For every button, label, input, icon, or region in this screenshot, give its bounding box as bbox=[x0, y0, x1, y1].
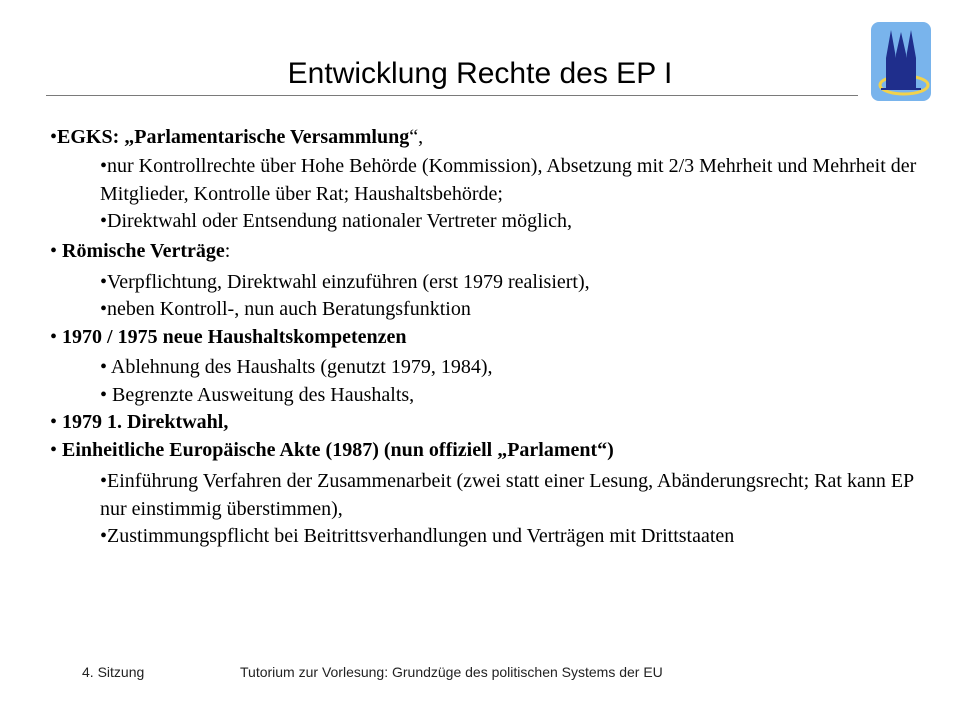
sub-bullet-roem-1: •Verpflichtung, Direktwahl einzuführen (erst 1979 realisiert), bbox=[100, 270, 590, 293]
sub-bullet-roem-2-text: neben Kontroll-, nun auch Beratungsfunktion bbox=[107, 298, 471, 320]
slide-body bbox=[50, 124, 930, 551]
bullet-direktwahl-head: 1979 1. Direktwahl, bbox=[62, 411, 229, 433]
bullet-direktwahl: • 1979 1. Direktwahl, bbox=[50, 411, 229, 433]
footer-course: Tutorium zur Vorlesung: Grundzüge des politischen Systems der EU bbox=[240, 664, 663, 680]
sub-bullet-egks-1: •nur Kontrollrechte über Hohe Behörde (Kommission), Absetzung mit 2/3 Mehrheit und Mehrheit der Mitglieder, Kontrolle über Rat; Haushaltsbehörde; bbox=[100, 154, 917, 205]
bullet-egks-head: EGKS: „Parlamentarische Versammlung bbox=[57, 126, 410, 148]
sub-bullet-eea-1-text: Einführung Verfahren der Zusammenarbeit (zwei statt einer Lesung, Abänderungsrecht; Rat kann EP nur einstimmig überstimmen), bbox=[100, 470, 914, 520]
sub-bullet-egks-2: •Direktwahl oder Entsendung nationaler Vertreter möglich, bbox=[100, 209, 573, 232]
sub-bullet-eea-2: •Zustimmungspflicht bei Beitrittsverhandlungen und Verträgen mit Drittstaaten bbox=[100, 525, 735, 547]
sub-bullet-roem-2: •neben Kontroll-, nun auch Beratungsfunktion bbox=[100, 298, 471, 320]
footer-session: 4. Sitzung bbox=[82, 664, 145, 680]
sub-bullet-haushalt-2: • Begrenzte Ausweitung des Haushalts, bbox=[100, 383, 415, 406]
bullet-eea: • Einheitliche Europäische Akte (1987) (nun offiziell „Parlament“) bbox=[50, 438, 614, 461]
bullet-roem-tail: : bbox=[224, 240, 231, 262]
sub-bullet-egks-1-text: nur Kontrollrechte über Hohe Behörde (Kommission), Absetzung mit 2/3 Mehrheit und Mehrheit der Mitglieder, Kontrolle über Rat; Haushaltsbehörde; bbox=[100, 154, 917, 205]
slide-title: Entwicklung Rechte des EP I bbox=[287, 57, 673, 90]
sub-bullet-roem-1-text: Verpflichtung, Direktwahl einzuführen (erst 1979 realisiert), bbox=[107, 270, 590, 293]
bullet-eea-head: Einheitliche Europäische Akte (1987) (nun offiziell „Parlament“) bbox=[62, 438, 614, 461]
bullet-egks: •EGKS: „Parlamentarische Versammlung“, bbox=[50, 126, 424, 148]
sub-bullet-eea-2-text: Zustimmungspflicht bei Beitrittsverhandlungen und Verträgen mit Drittstaaten bbox=[107, 525, 735, 547]
bullet-egks-tail: “, bbox=[409, 126, 424, 148]
bullet-roem-head: Römische Verträge bbox=[62, 240, 225, 262]
sub-bullet-haushalt-1: • Ablehnung des Haushalts (genutzt 1979, 1984), bbox=[100, 356, 493, 378]
sub-bullet-haushalt-2-text: Begrenzte Ausweitung des Haushalts, bbox=[112, 383, 415, 406]
bullet-roem: • Römische Verträge: bbox=[50, 240, 231, 262]
sub-bullet-egks-2-text: Direktwahl oder Entsendung nationaler Vertreter möglich, bbox=[107, 209, 573, 232]
bullet-haushalt: • 1970 / 1975 neue Haushaltskompetenzen bbox=[50, 325, 407, 348]
sub-bullet-eea-1: •Einführung Verfahren der Zusammenarbeit (zwei statt einer Lesung, Abänderungsrecht; Rat kann EP nur einstimmig überstimmen), bbox=[100, 470, 914, 520]
sub-bullet-haushalt-1-text: Ablehnung des Haushalts (genutzt 1979, 1984), bbox=[110, 356, 493, 378]
bullet-haushalt-head: 1970 / 1975 neue Haushaltskompetenzen bbox=[62, 325, 407, 348]
cathedral-logo-icon bbox=[871, 22, 931, 101]
title-divider bbox=[46, 95, 858, 96]
